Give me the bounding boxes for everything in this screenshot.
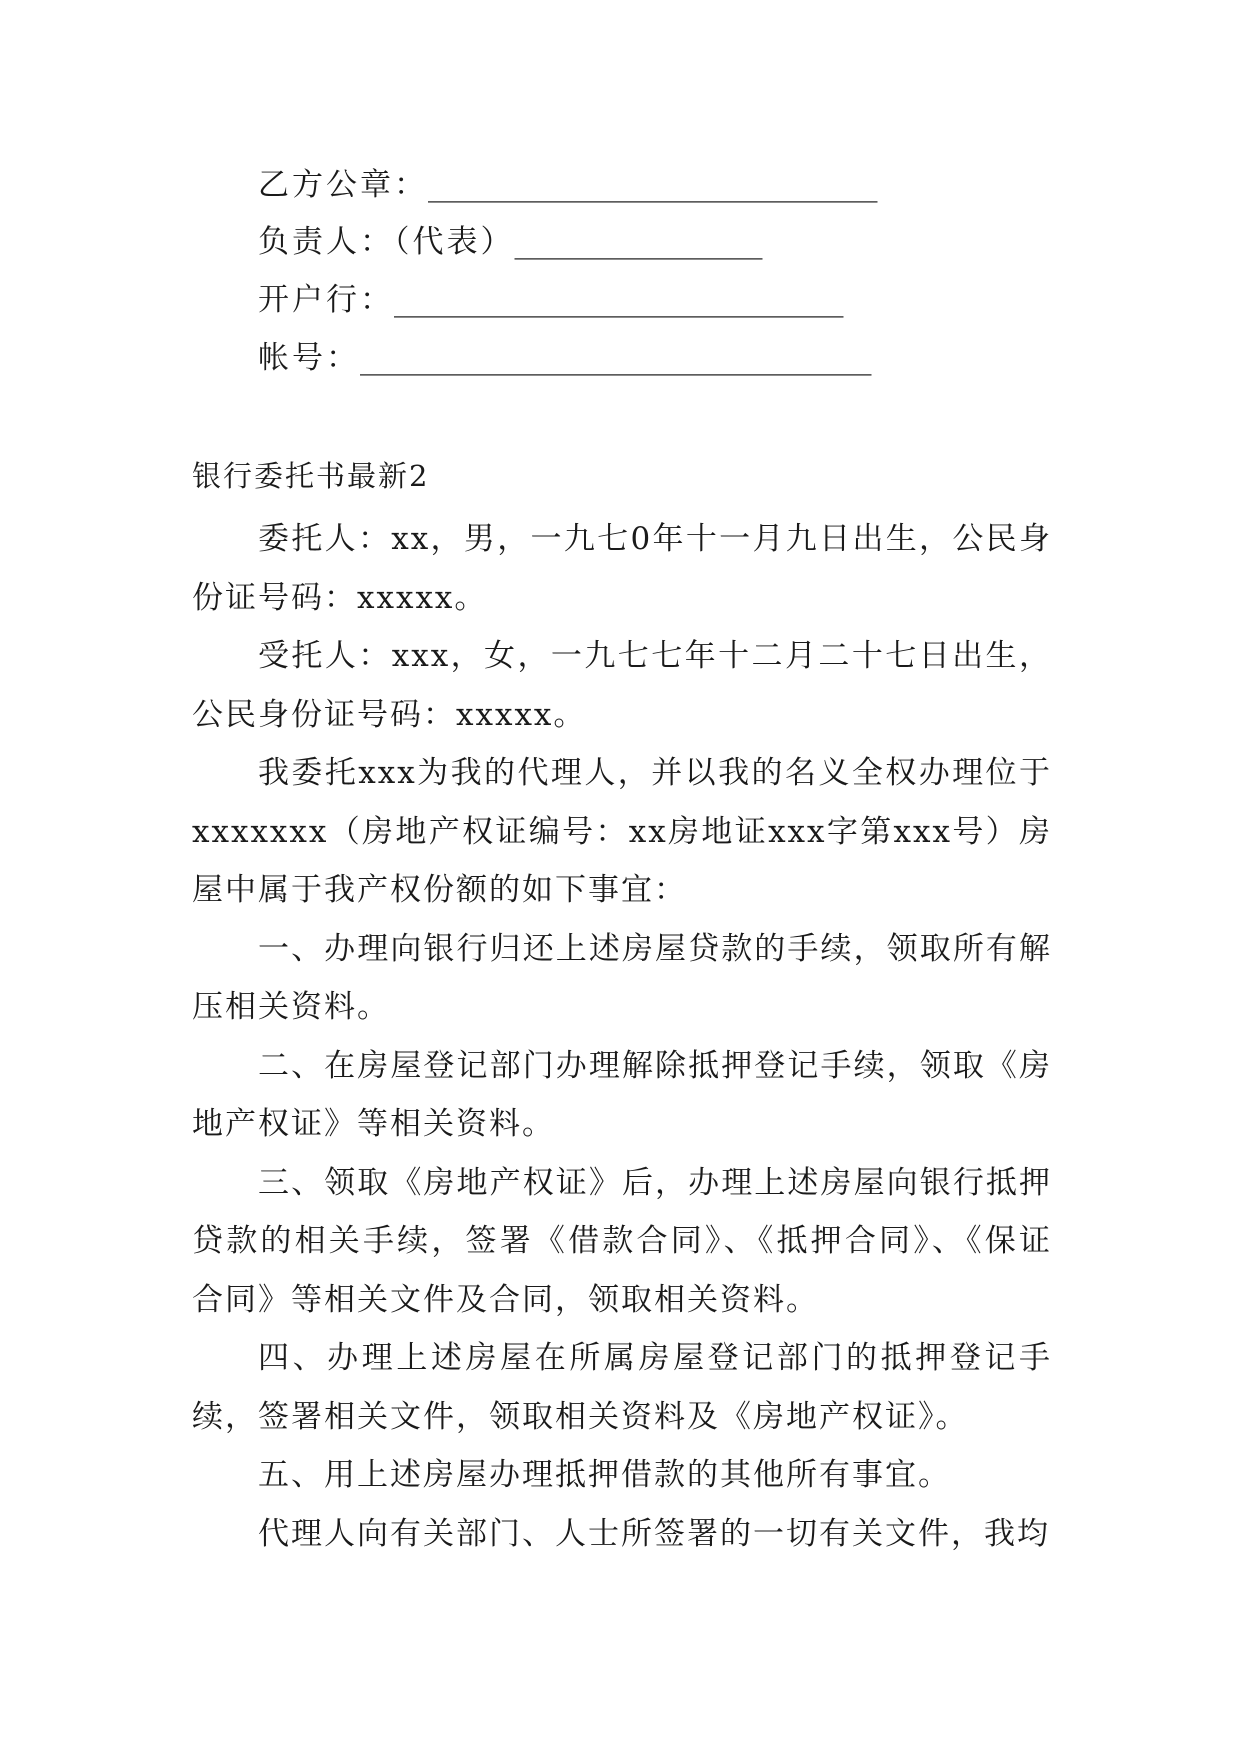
account-label: 帐号：	[258, 340, 360, 376]
paragraph-item-5: 五、用上述房屋办理抵押借款的其他所有事宜。	[258, 1457, 951, 1493]
paragraph-item-3: 三、领取《房地产权证》后，办理上述房屋向银行抵押贷款的相关手续，签署《借款合同》、《抵押合同》、《保证合同》等相关文件及合同，领取相关资料。	[192, 1164, 1052, 1318]
bank-line	[258, 280, 844, 320]
paragraph-item-2: 二、在房屋登记部门办理解除抵押登记手续，领取《房地产权证》等相关资料。	[192, 1047, 1052, 1142]
paragraph-closing: 代理人向有关部门、人士所签署的一切有关文件，我均	[258, 1515, 1050, 1552]
paragraph-item-4: 四、办理上述房屋在所属房屋登记部门的抵押登记手续，签署相关文件，领取相关资料及《房地产权证》。	[192, 1340, 1052, 1435]
representative-label: 负责人：（代表）	[258, 224, 515, 260]
paragraph-principal: 委托人：xx，男，一九七0年十一月九日出生，公民身份证号码：xxxxx。	[192, 521, 1052, 616]
body-text	[192, 510, 1052, 1563]
representative-blank: ________________	[514, 224, 763, 260]
account-line	[258, 338, 872, 378]
bank-label: 开户行：	[258, 282, 394, 318]
paragraph-item-1: 一、办理向银行归还上述房屋贷款的手续，领取所有解压相关资料。	[192, 930, 1052, 1025]
paragraph-authorization: 我委托xxx为我的代理人，并以我的名义全权办理位于xxxxxxx（房地产权证编号：xx房地证xxx字第xxx号）房屋中属于我产权份额的如下事宜：	[192, 755, 1052, 908]
account-blank: _________________________________	[360, 340, 872, 376]
seal-label: 乙方公章：	[258, 167, 428, 203]
seal-blank: _____________________________	[428, 167, 878, 203]
seal-line	[258, 165, 878, 205]
paragraph-agent: 受托人：xxx，女，一九七七年十二月二十七日出生，公民身份证号码：xxxxx。	[192, 638, 1052, 733]
representative-line	[258, 222, 763, 262]
section-title: 银行委托书最新2	[192, 459, 430, 493]
bank-blank: _____________________________	[394, 282, 844, 318]
